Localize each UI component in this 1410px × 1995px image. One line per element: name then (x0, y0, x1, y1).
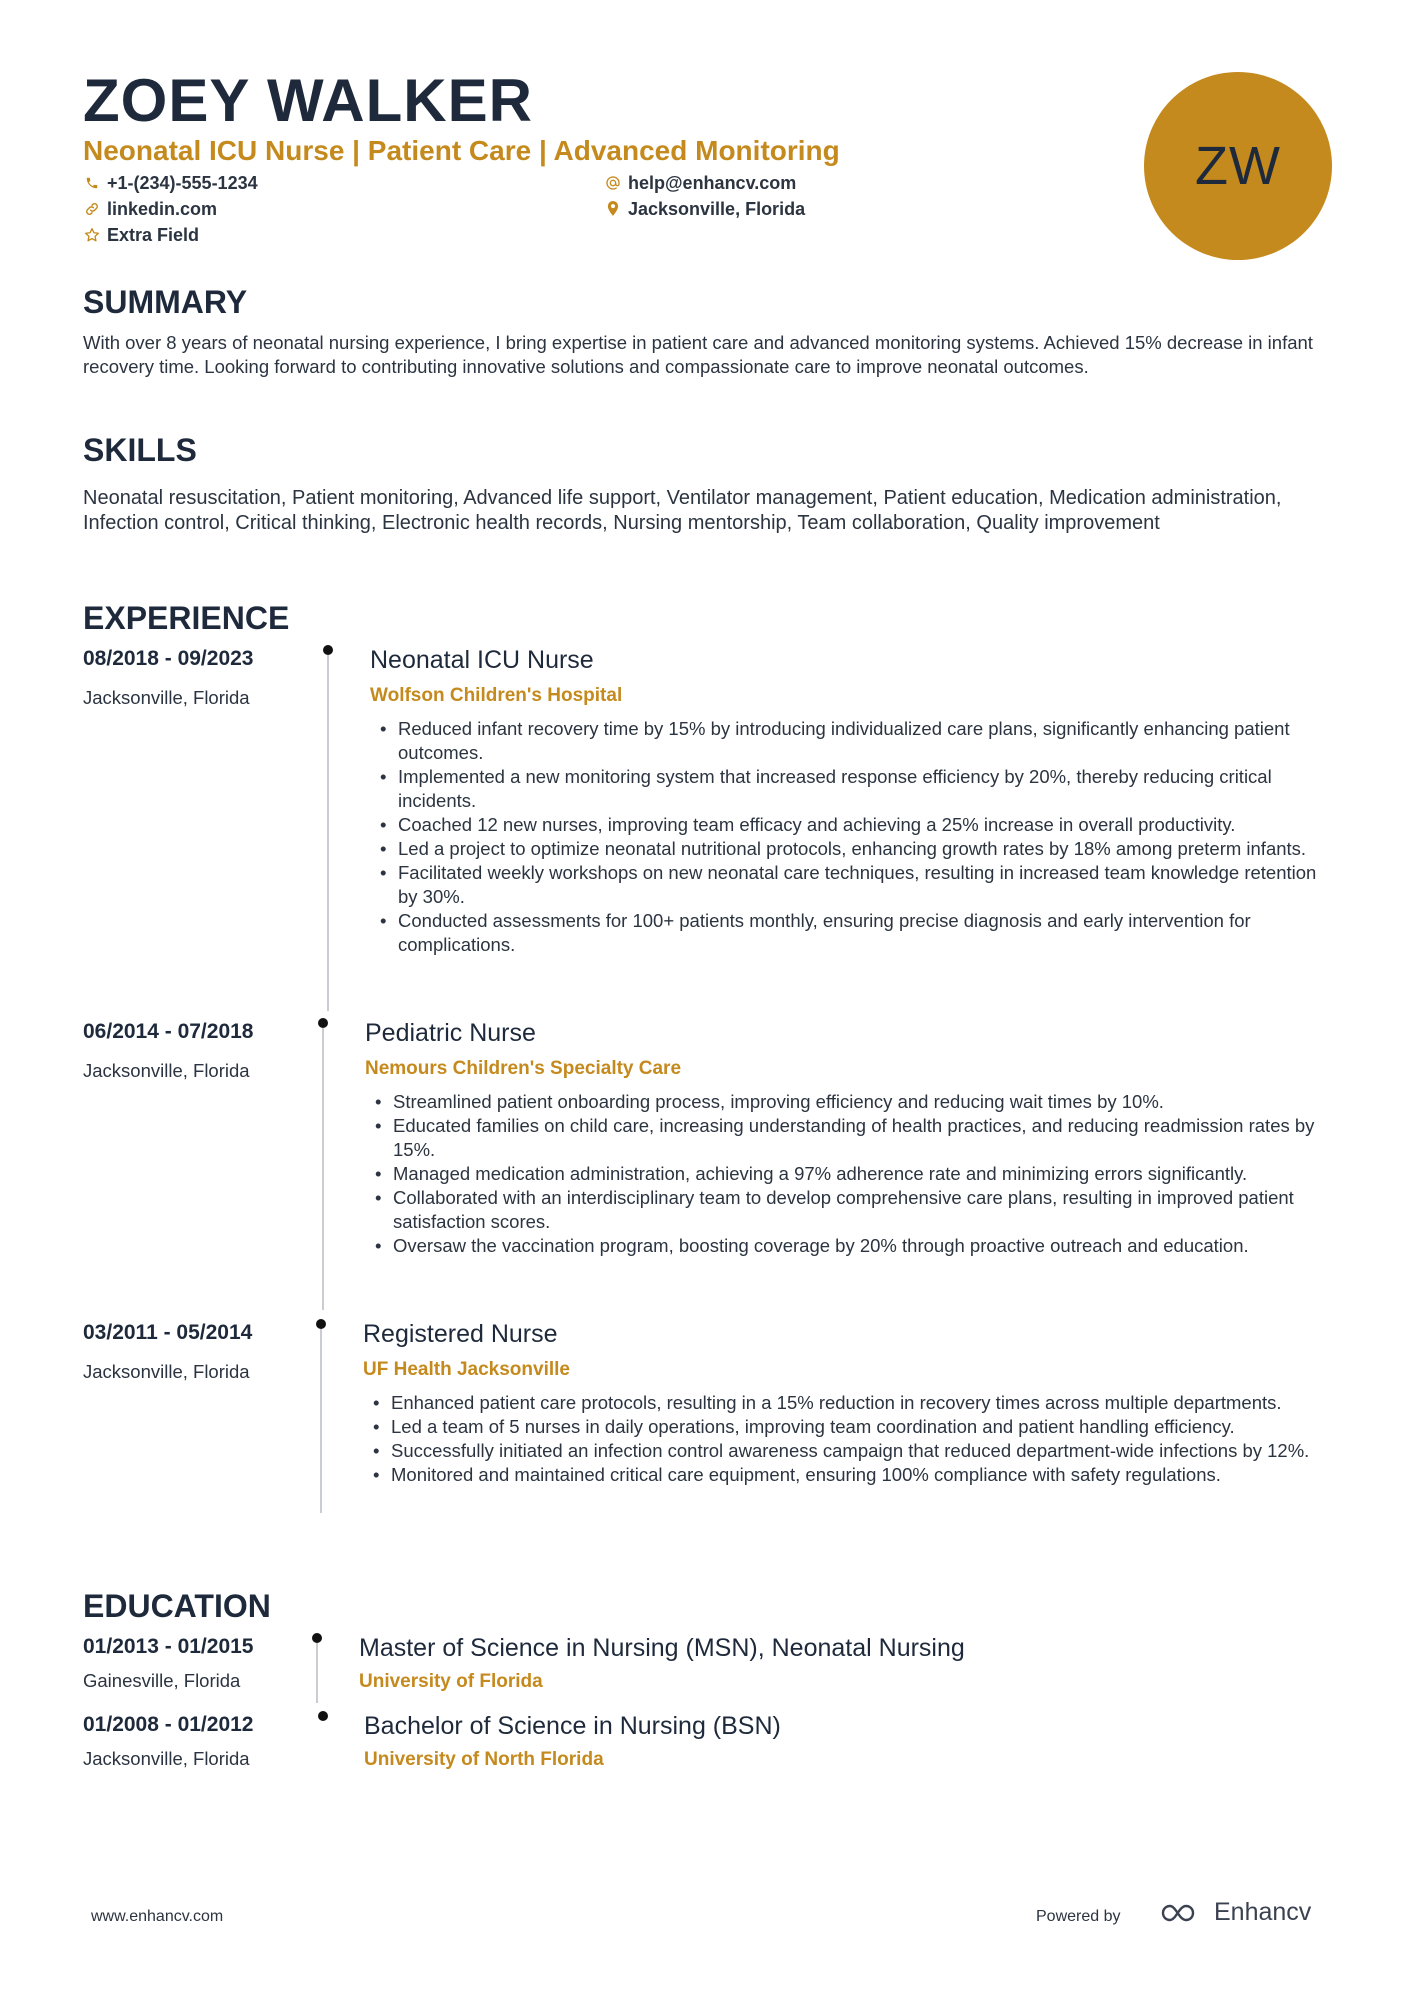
timeline-line (320, 1329, 322, 1513)
experience-dates: 03/2011 - 05/2014 (83, 1321, 253, 1344)
footer-brand[interactable] (1160, 1898, 1311, 1927)
experience-title: EXPERIENCE (83, 600, 290, 636)
email-text: help@enhancv.com (628, 173, 797, 193)
skills-title: SKILLS (83, 432, 197, 468)
experience-org: Nemours Children's Specialty Care (365, 1058, 682, 1079)
bullet-item: • Monitored and maintained critical care equipment, ensuring 100% compliance with safety regulations. (363, 1463, 1343, 1487)
skills-text: Neonatal resuscitation, Patient monitoring, Advanced life support, Ventilator management, Patient education, Medication administration, Infection control, Critical thinking, Electronic health records, Nursing mentorship, Team collaboration, Quality improvement (83, 487, 1282, 534)
education-location: Gainesville, Florida (83, 1670, 241, 1691)
experience-role: Neonatal ICU Nurse (370, 646, 594, 674)
summary-text: With over 8 years of neonatal nursing experience, I bring expertise in patient care and advanced monitoring systems. Achieved 15% decrease in infant recovery time. Looking forward to contributing innovative solutions and compassionate care to improve neonatal outcomes. (83, 332, 1313, 377)
timeline-dot (323, 645, 333, 655)
star-icon (83, 226, 101, 244)
experience-bullets (370, 717, 1340, 957)
timeline-dot (318, 1018, 328, 1028)
bullet-item: • Led a project to optimize neonatal nutritional protocols, enhancing growth rates by 18% among preterm infants. (370, 837, 1340, 861)
timeline-dot (312, 1633, 322, 1643)
footer-website-link[interactable]: www.enhancv.com (91, 1908, 224, 1925)
footer-brand-name: Enhancv (1214, 1898, 1312, 1926)
experience-bullets (365, 1090, 1340, 1258)
contact-extra (83, 224, 199, 246)
experience-org: Wolfson Children's Hospital (370, 685, 623, 706)
contact-phone[interactable] (83, 172, 258, 194)
education-degree: Master of Science in Nursing (MSN), Neonatal Nursing (359, 1634, 965, 1662)
link-icon (83, 200, 101, 218)
contact-email[interactable] (604, 172, 796, 194)
timeline-line (316, 1643, 318, 1703)
bullet-item: • Streamlined patient onboarding process, improving efficiency and reducing wait times by 10%. (365, 1090, 1340, 1114)
bullet-item: • Managed medication administration, achieving a 97% adherence rate and minimizing errors significantly. (365, 1162, 1340, 1186)
location-text: Jacksonville, Florida (628, 199, 806, 219)
timeline-dot (318, 1711, 328, 1721)
timeline-dot (316, 1319, 326, 1329)
contact-location (604, 198, 805, 220)
phone-text: +1-(234)-555-1234 (107, 173, 258, 193)
footer-powered-by: Powered by (1036, 1908, 1121, 1925)
linkedin-text: linkedin.com (107, 199, 218, 219)
bullet-item: • Coached 12 new nurses, improving team efficacy and achieving a 25% increase in overall productivity. (370, 813, 1340, 837)
education-dates: 01/2008 - 01/2012 (83, 1713, 254, 1736)
experience-org: UF Health Jacksonville (363, 1359, 570, 1380)
experience-location: Jacksonville, Florida (83, 687, 250, 708)
extra-field-text: Extra Field (107, 225, 200, 245)
location-pin-icon (604, 200, 622, 218)
bullet-item: • Facilitated weekly workshops on new neonatal care techniques, resulting in increased team knowledge retention by 30%. (370, 861, 1340, 909)
at-icon (604, 174, 622, 192)
experience-location: Jacksonville, Florida (83, 1361, 250, 1382)
education-location: Jacksonville, Florida (83, 1748, 250, 1769)
experience-role: Pediatric Nurse (365, 1019, 536, 1047)
education-degree: Bachelor of Science in Nursing (BSN) (364, 1712, 781, 1740)
bullet-item: • Conducted assessments for 100+ patients monthly, ensuring precise diagnosis and early intervention for complications. (370, 909, 1340, 957)
bullet-item: • Educated families on child care, increasing understanding of health practices, and reducing readmission rates by 15%. (365, 1114, 1340, 1162)
experience-dates: 06/2014 - 07/2018 (83, 1020, 254, 1043)
contact-linkedin[interactable] (83, 198, 217, 220)
bullet-item: • Enhanced patient care protocols, resulting in a 15% reduction in recovery times across multiple departments. (363, 1391, 1343, 1415)
experience-location: Jacksonville, Florida (83, 1060, 250, 1081)
bullet-item: • Collaborated with an interdisciplinary team to develop comprehensive care plans, resulting in improved patient satisfaction scores. (365, 1186, 1340, 1234)
phone-icon (83, 174, 101, 192)
experience-bullets (363, 1391, 1343, 1487)
summary-title: SUMMARY (83, 284, 248, 320)
timeline-line (327, 655, 329, 1011)
enhancv-logo-icon (1160, 1901, 1206, 1925)
education-dates: 01/2013 - 01/2015 (83, 1635, 254, 1658)
experience-dates: 08/2018 - 09/2023 (83, 647, 254, 670)
avatar-initials: ZW (1195, 136, 1281, 196)
timeline-line (322, 1028, 324, 1310)
experience-role: Registered Nurse (363, 1320, 558, 1348)
bullet-item: • Oversaw the vaccination program, boosting coverage by 20% through proactive outreach and education. (365, 1234, 1340, 1258)
bullet-item: • Successfully initiated an infection control awareness campaign that reduced department-wide infections by 12%. (363, 1439, 1343, 1463)
candidate-name: ZOEY WALKER (83, 67, 533, 134)
bullet-item: • Reduced infant recovery time by 15% by introducing individualized care plans, significantly enhancing patient outcomes. (370, 717, 1340, 765)
bullet-item: • Implemented a new monitoring system that increased response efficiency by 20%, thereby reducing critical incidents. (370, 765, 1340, 813)
education-school: University of Florida (359, 1671, 543, 1692)
education-school: University of North Florida (364, 1749, 604, 1770)
avatar (1144, 72, 1332, 260)
education-title: EDUCATION (83, 1588, 271, 1624)
bullet-item: • Led a team of 5 nurses in daily operations, improving team coordination and patient handling efficiency. (363, 1415, 1343, 1439)
headline: Neonatal ICU Nurse | Patient Care | Advanced Monitoring (83, 135, 840, 166)
